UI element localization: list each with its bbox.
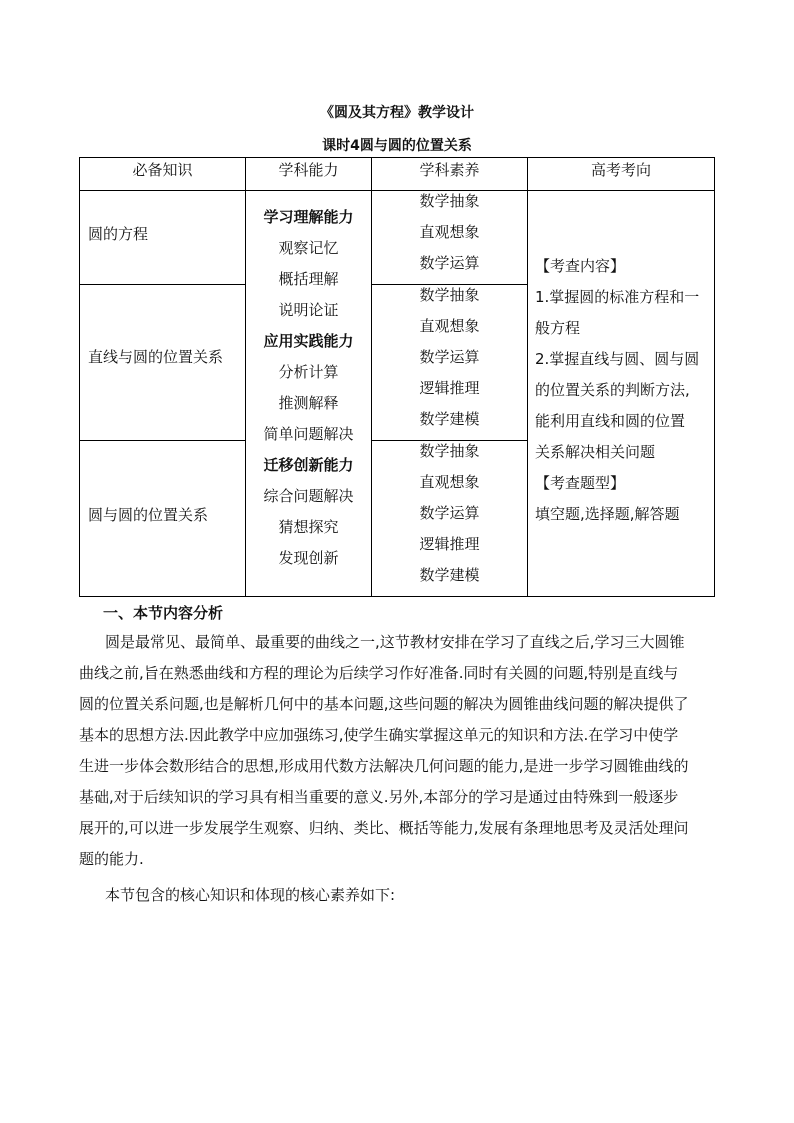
literacy-item: 数学抽象: [419, 442, 480, 460]
ability-list: [246, 202, 371, 574]
literacy-item: 直观想象: [419, 317, 480, 335]
exam-line: 1.掌握圆的标准方程和一: [535, 288, 700, 306]
literacy-group-2: [372, 280, 527, 435]
paragraph-line: 基本的思想方法.因此教学中应加强练习,使学生确实掌握这单元的知识和方法.在学习中使学: [79, 726, 679, 744]
literacy-group-1: [372, 186, 527, 279]
paragraph-line: 生进一步体会数形结合的思想,形成用代数方法解决几何问题的能力,是进一步学习圆锥曲线的: [79, 757, 689, 775]
header-knowledge: 必备知识: [132, 161, 193, 179]
row-divider: [80, 284, 245, 285]
exam-line: 2.掌握直线与圆、圆与圆: [535, 350, 700, 368]
row-divider: [80, 440, 245, 441]
exam-line: 能利用直线和圆的位置: [535, 412, 686, 430]
summary-paragraph: [79, 880, 721, 911]
literacy-item: 逻辑推理: [419, 535, 480, 553]
curriculum-table: [79, 157, 715, 597]
literacy-item: 数学运算: [419, 504, 480, 522]
ability-item: 概括理解: [278, 270, 339, 288]
ability-item: 猜想探究: [278, 518, 339, 536]
exam-line: 【考查题型】: [535, 474, 626, 492]
ability-item: 观察记忆: [278, 239, 339, 257]
paragraph-line: 展开的,可以进一步发展学生观察、归纳、类比、概括等能力,发展有条理地思考及灵活处理问: [79, 819, 689, 837]
exam-direction: [535, 251, 713, 530]
ability-item: 分析计算: [278, 363, 339, 381]
knowledge-circle-equation: 圆的方程: [88, 225, 149, 243]
document-subtitle: 课时4圆与圆的位置关系: [322, 138, 472, 154]
literacy-item: 直观想象: [419, 223, 480, 241]
exam-line: 填空题,选择题,解答题: [535, 505, 680, 523]
ability-item: 发现创新: [278, 549, 339, 567]
column-divider: [527, 158, 528, 596]
ability-item: 推测解释: [278, 394, 339, 412]
literacy-item: 数学抽象: [419, 192, 480, 210]
header-exam: 高考考向: [590, 161, 651, 179]
exam-line: 的位置关系的判断方法,: [535, 381, 690, 399]
literacy-item: 数学运算: [419, 348, 480, 366]
exam-line: 般方程: [535, 319, 581, 337]
literacy-item: 数学运算: [419, 254, 480, 272]
literacy-item: 数学建模: [419, 566, 480, 584]
ability-item: 说明论证: [278, 301, 339, 319]
paragraph-line: 圆的位置关系问题,也是解析几何中的基本问题,这些问题的解决为圆锥曲线问题的解决提供了: [79, 695, 689, 713]
analysis-paragraph: [79, 627, 721, 875]
paragraph-line: 题的能力.: [79, 850, 144, 868]
paragraph-line: 圆是最常见、最简单、最重要的曲线之一,这节教材安排在学习了直线之后,学习三大圆锥: [105, 633, 685, 651]
knowledge-circle-circle: 圆与圆的位置关系: [88, 506, 209, 524]
paragraph-line: 本节包含的核心知识和体现的核心素养如下:: [105, 886, 396, 904]
knowledge-line-circle: 直线与圆的位置关系: [88, 348, 224, 366]
header-literacy: 学科素养: [419, 161, 480, 179]
literacy-item: 逻辑推理: [419, 379, 480, 397]
paragraph-line: 基础,对于后续知识的学习具有相当重要的意义.另外,本部分的学习是通过由特殊到一般逐步: [79, 788, 679, 806]
exam-line: 【考查内容】: [535, 257, 626, 275]
section-heading: 一、本节内容分析: [103, 604, 224, 622]
ability-item: 学习理解能力: [263, 208, 354, 226]
ability-item: 应用实践能力: [263, 332, 354, 350]
ability-item: 简单问题解决: [263, 425, 354, 443]
ability-item: 迁移创新能力: [263, 456, 354, 474]
literacy-group-3: [372, 436, 527, 591]
literacy-item: 数学建模: [419, 410, 480, 428]
ability-item: 综合问题解决: [263, 487, 354, 505]
literacy-item: 直观想象: [419, 473, 480, 491]
document-title: 《圆及其方程》教学设计: [320, 105, 474, 121]
literacy-item: 数学抽象: [419, 286, 480, 304]
exam-line: 关系解决相关问题: [535, 443, 656, 461]
paragraph-line: 曲线之前,旨在熟悉曲线和方程的理论为后续学习作好准备.同时有关圆的问题,特别是直线与: [79, 664, 679, 682]
header-ability: 学科能力: [278, 161, 339, 179]
